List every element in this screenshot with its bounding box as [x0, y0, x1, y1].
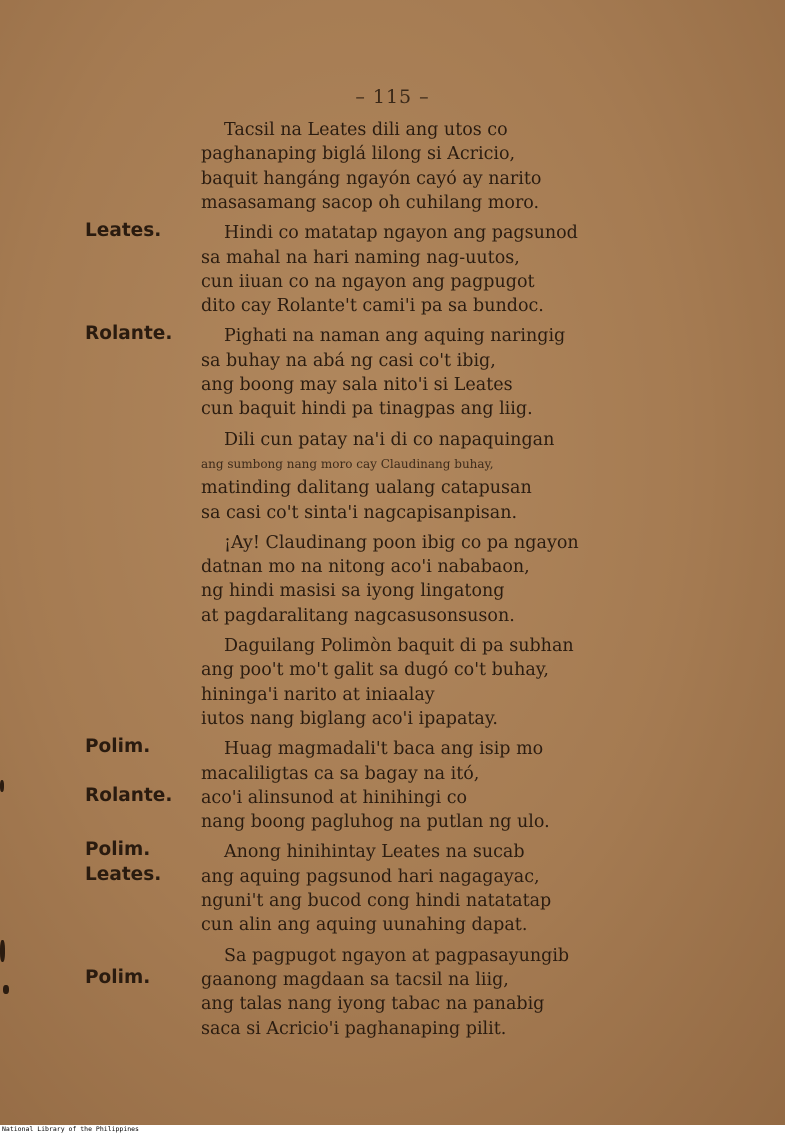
verse-line: sa mahal na hari naming nag-uutos, — [201, 247, 520, 268]
speaker-label: Leates. — [85, 863, 162, 885]
library-credit: National Library of the Philippines — [2, 1125, 139, 1133]
verse-line: masasamang sacop oh cuhilang moro. — [201, 192, 540, 213]
verse-line: ang sumbong nang moro cay Claudinang buhay, — [201, 456, 494, 471]
verse-line: macaliligtas ca sa bagay na itó, — [201, 763, 480, 784]
speaker-label: Rolante. — [85, 784, 173, 806]
speaker-label: Polim. — [85, 839, 151, 861]
verse-line: ¡Ay! Claudinang poon ibig co pa ngayon — [224, 532, 579, 553]
verse-line: Hindi co matatap ngayon ang pagsunod — [224, 223, 578, 244]
verse-line: datnan mo na nitong aco'i nababaon, — [201, 557, 530, 578]
verse-line: dito cay Rolante't cami'i pa sa bundoc. — [201, 296, 544, 317]
verse-line: aco'i alinsunod at hinihingi co — [201, 787, 468, 808]
speaker-label: Rolante. — [85, 323, 173, 345]
verse-line: iutos nang biglang aco'i ipapatay. — [201, 708, 498, 729]
verse-line: ang aquing pagsunod hari nagagayac, — [201, 866, 540, 887]
edge-mark — [0, 940, 5, 962]
verse-line: ang poo't mo't galit sa dugó co't buhay, — [201, 660, 549, 681]
verse-line: baquit hangáng ngayón cayó ay narito — [201, 168, 542, 189]
speaker-label: Polim. — [85, 736, 151, 758]
verse-line: Daguilang Polimòn baquit di pa subhan — [224, 636, 574, 656]
verse-line: sa buhay na abá ng casi co't ibig, — [201, 350, 496, 371]
page-number: – 115 – — [355, 86, 430, 108]
verse-line: Dili cun patay na'i di co napaquingan — [224, 429, 555, 450]
verse-line: Pighati na naman ang aquing naringig — [224, 326, 566, 347]
verse-line: at pagdaralitang nagcasusonsuson. — [201, 605, 515, 626]
verse-line: Sa pagpugot ngayon at pagpasayungib — [224, 945, 570, 966]
verse-line: ng hindi masisi sa iyong lingatong — [201, 581, 505, 602]
verse-line: Huag magmadali't baca ang isip mo — [224, 739, 544, 760]
verse-line: ang talas nang iyong tabac na panabig — [201, 994, 545, 1015]
verse-line: nang boong pagluhog na putlan ng ulo. — [201, 812, 550, 833]
verse-line: saca si Acricio'i paghanaping pilit. — [201, 1018, 507, 1039]
verse-line: ang boong may sala nito'i si Leates — [201, 375, 513, 395]
edge-mark — [3, 985, 9, 994]
verse-line: hininga'i narito at iniaalay — [201, 684, 435, 705]
verse-line: cun alin ang aquing uunahing dapat. — [201, 915, 528, 936]
verse-line: paghanaping biglá lilong si Acricio, — [201, 144, 516, 165]
verse-line: nguni't ang bucod cong hindi natatatap — [201, 891, 552, 911]
verse-line: gaanong magdaan sa tacsil na liig, — [201, 969, 509, 990]
verse-line: cun iiuan co na ngayon ang pagpugot — [201, 271, 535, 292]
verse-line: cun baquit hindi pa tinagpas ang liig. — [201, 399, 533, 420]
verse-line: sa casi co't sinta'i nagcapisanpisan. — [201, 502, 518, 523]
speaker-label: Leates. — [85, 220, 162, 242]
verse-line: Tacsil na Leates dili ang utos co — [224, 120, 508, 140]
speaker-label: Polim. — [85, 966, 151, 988]
verse-line: Anong hinihintay Leates na sucab — [224, 842, 525, 863]
verse-line: matinding dalitang ualang catapusan — [201, 478, 532, 499]
edge-mark — [0, 780, 4, 792]
